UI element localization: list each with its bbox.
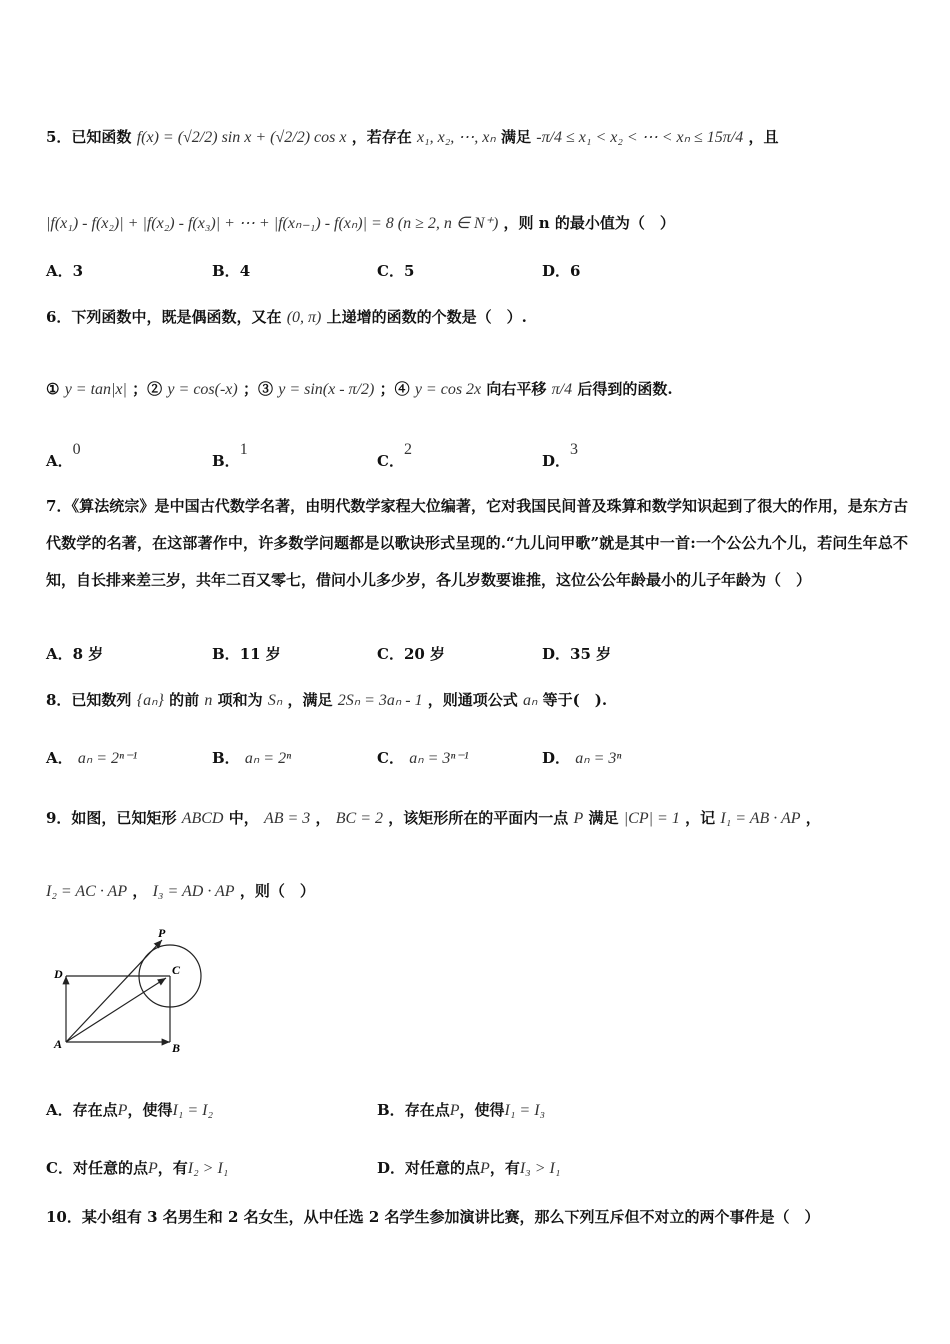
- q9-label-d: D: [54, 967, 63, 981]
- q6-interval: (0, π): [286, 309, 322, 326]
- q5-line2: |f(x₁) - f(x₂)| + |f(x₂) - f(x₃)| + ⋯ + |f(xₙ₋₁) - f(xₙ)| = 8 (n ≥ 2, n ∈ N⁺) ，则 n 的最小值为（ ）: [46, 214, 675, 232]
- q9-label-c: C: [172, 963, 181, 977]
- q9-label-a: A: [54, 1037, 63, 1051]
- q5-sum-expr: |f(x₁) - f(x₂)| + |f(x₂) - f(x₃)| + ⋯ + |f(xₙ₋₁) - f(xₙ)| = 8 (n ≥ 2, n ∈ N⁺): [46, 215, 499, 232]
- q9-vector-ac: [66, 978, 166, 1042]
- q9-label-p: P: [158, 926, 166, 940]
- q9-option-c: C．对任意的点P，有I₂ > I₁: [46, 1159, 229, 1177]
- q6-item1: y = tan|x|: [64, 381, 127, 398]
- q6-item3: y = sin(x - π/2): [278, 381, 375, 398]
- q6-items: ① y = tan|x| ；② y = cos(-x) ；③ y = sin(x - π/2) ；④ y = cos 2x 向右平移 π/4 后得到的函数.: [46, 380, 673, 398]
- q9-stem-line2: I₂ = AC · AP ， I₃ = AD · AP ，则（ ）: [46, 882, 315, 900]
- q6-option-a: A．0: [46, 441, 81, 470]
- q5-option-b: B．4: [212, 262, 251, 280]
- q9-option-b: B．存在点P，使得I₁ = I₃: [377, 1101, 546, 1119]
- q6-stem: 6．下列函数中，既是偶函数，又在 (0, π) 上递增的函数的个数是（ ）.: [46, 308, 527, 326]
- q9-stem-line1: 9．如图，已知矩形 ABCD 中， AB = 3 ， BC = 2 ，该矩形所在的平面内一点 P 满足 |CP| = 1 ，记 I₁ = AB · AP ，: [46, 809, 821, 827]
- q6-shift: π/4: [551, 381, 573, 398]
- q8-option-d: D． aₙ = 3ⁿ: [542, 749, 622, 767]
- q9-option-a: A．存在点P，使得I₁ = I₂: [46, 1101, 214, 1119]
- q8-stem: 8．已知数列 {aₙ} 的前 n 项和为 Sₙ ，满足 2Sₙ = 3aₙ - 1 ，则通项公式 aₙ 等于( ).: [46, 691, 608, 709]
- q5-option-c: C．5: [377, 262, 415, 280]
- q7-option-d: D．35 岁: [542, 645, 612, 663]
- q5-range: -π/4 ≤ x₁ < x₂ < ⋯ < xₙ ≤ 15π/4: [536, 129, 744, 146]
- q7-option-a: A．8 岁: [46, 645, 104, 663]
- q5-option-d: D．6: [542, 262, 581, 280]
- q5-vars: x₁, x₂, ⋯, xₙ: [416, 129, 496, 146]
- q6-option-b: B．1: [212, 441, 248, 470]
- q7-option-b: B．11 岁: [212, 645, 281, 663]
- q7-stem: 7．《算法统宗》是中国古代数学名著，由明代数学家程大位编著，它对我国民间普及珠算和数学知识起到了很大的作用，是东方古代数学的名著，在这部著作中，许多数学问题都是以歌诀形式呈现的.“九儿问甲歌”就是其中一首:一个公公九个儿，若问生年总不知，自长排来差三岁，共年二百又零七，借问小儿多少岁，各儿岁数要谁推，这位公公年龄最小的儿子年龄为（ ）: [46, 497, 908, 589]
- q10-stem: 10．某小组有 3 名男生和 2 名女生，从中任选 2 名学生参加演讲比赛，那么下列互斥但不对立的两个事件是（ ）: [46, 1208, 820, 1226]
- q6-option-d: D．3: [542, 441, 579, 470]
- q8-option-a: A． aₙ = 2ⁿ⁻¹: [46, 749, 138, 767]
- q8-option-c: C． aₙ = 3ⁿ⁻¹: [377, 749, 469, 767]
- q9-label-b: B: [172, 1041, 181, 1055]
- q6-option-c: C．2: [377, 441, 412, 470]
- q6-item2: y = cos(-x): [167, 381, 238, 398]
- q5-option-a: A．3: [46, 262, 84, 280]
- q6-item4: y = cos 2x: [414, 381, 482, 398]
- q5-function-def: f(x) = (√2/2) sin x + (√2/2) cos x: [136, 129, 347, 146]
- q7-option-c: C．20 岁: [377, 645, 446, 663]
- q8-option-b: B． aₙ = 2ⁿ: [212, 749, 292, 767]
- q5-line1: 5．已知函数 f(x) = (√2/2) sin x + (√2/2) cos x ，若存在 x₁, x₂, ⋯, xₙ 满足 -π/4 ≤ x₁ < x₂ < ⋯ < xₙ ≤ 15π/4 ，且: [46, 128, 779, 146]
- q9-figure: [46, 920, 216, 1060]
- q9-option-d: D．对任意的点P，有I₃ > I₁: [377, 1159, 561, 1177]
